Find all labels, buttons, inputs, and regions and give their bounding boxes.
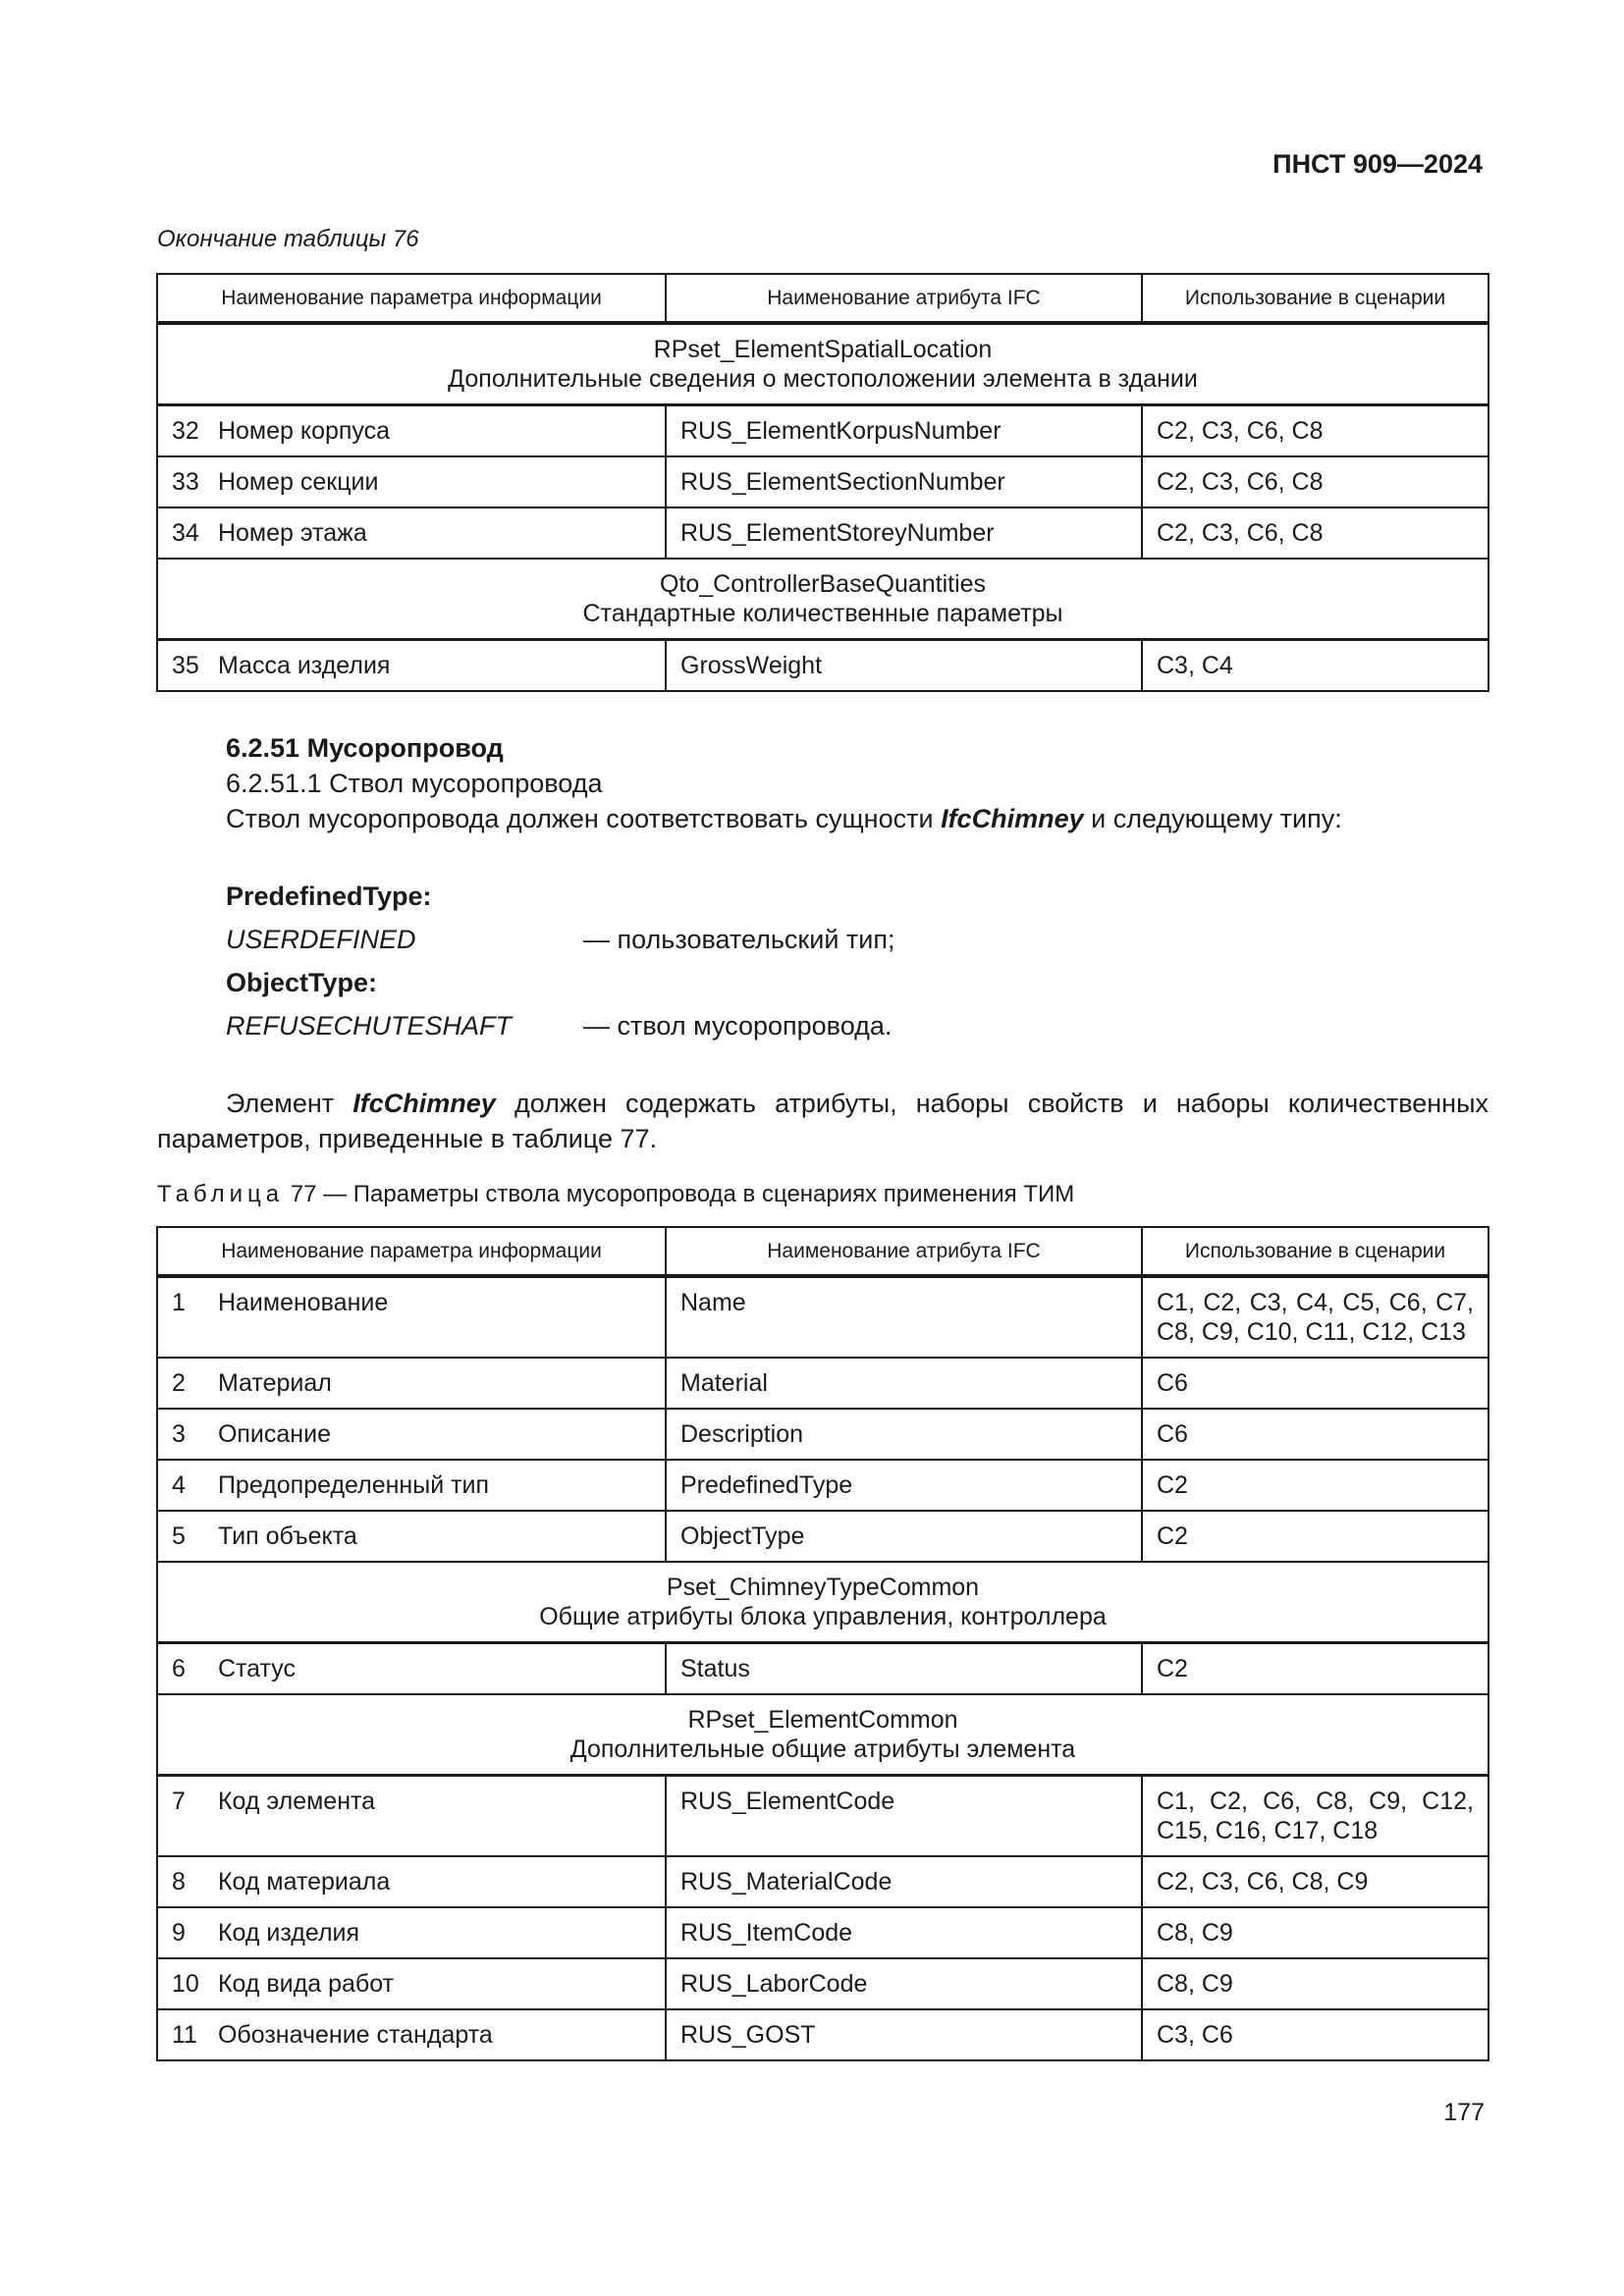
page-number: 177 [1443, 2099, 1485, 2126]
subsection-heading: 6.2.51.1 Ствол мусоропровода [226, 769, 603, 798]
attr-cell: RUS_GOST [666, 2009, 1142, 2060]
table-row [157, 507, 1489, 559]
param-name: Номер корпуса [217, 417, 391, 445]
param-name: Масса изделия [217, 652, 391, 679]
predefined-type-value: USERDEFINED [226, 925, 416, 954]
attr-cell: RUS_ElementKorpusNumber [666, 405, 1142, 457]
usage-cell: C1, C2, C6, C8, C9, C12, C15, C16, C17, C18 [1142, 1776, 1489, 1857]
table-row [157, 1643, 1489, 1695]
predefined-type-desc: — пользовательский тип; [583, 925, 895, 954]
param-cell [157, 1907, 666, 1958]
param-name: Тип объекта [217, 1522, 357, 1550]
usage-cell: C2, C3, C6, C8 [1142, 507, 1489, 559]
usage-cell: C6 [1142, 1409, 1489, 1460]
table-row [157, 1776, 1489, 1857]
attr-cell: Material [666, 1358, 1142, 1409]
group-row [157, 1562, 1489, 1643]
row-number: 9 [172, 1919, 186, 1947]
attr-cell: Status [666, 1643, 1142, 1695]
row-number: 32 [172, 417, 199, 445]
row-number: 35 [172, 652, 199, 679]
attr-cell: Name [666, 1276, 1142, 1358]
param-name: Номер этажа [217, 519, 367, 547]
usage-cell: C8, C9 [1142, 1958, 1489, 2009]
param-cell [157, 1511, 666, 1562]
table-row [157, 1511, 1489, 1562]
param-cell [157, 640, 666, 692]
section-title: Мусоропровод [306, 733, 504, 763]
row-number: 3 [172, 1420, 186, 1448]
object-type-desc: — ствол мусоропровода. [583, 1011, 893, 1041]
para-after: должен содержать атрибуты, наборы свойств и наборы количественных параметров, приведенные в таблице 77. [157, 1089, 1489, 1153]
column-header: Наименование атрибута IFC [666, 1227, 1142, 1276]
table77-caption [157, 1181, 1074, 1208]
param-name: Предопределенный тип [217, 1471, 490, 1499]
param-cell [157, 1856, 666, 1907]
param-cell [157, 1358, 666, 1409]
row-number: 1 [172, 1289, 186, 1316]
table-row [157, 1460, 1489, 1511]
param-name: Наименование [217, 1289, 389, 1316]
table-row [157, 1907, 1489, 1958]
row-number: 33 [172, 468, 199, 496]
param-cell [157, 1643, 666, 1695]
usage-cell: C2, C3, C6, C8, C9 [1142, 1856, 1489, 1907]
group-name: Qto_ControllerBaseQuantities [659, 570, 987, 598]
table-row [157, 1958, 1489, 2009]
param-cell [157, 1460, 666, 1511]
column-header: Использование в сценарии [1142, 274, 1489, 323]
row-number: 11 [172, 2021, 197, 2049]
para-entity: IfcChimney [352, 1089, 496, 1118]
group-description: Дополнительные общие атрибуты элемента [569, 1735, 1076, 1763]
table-row [157, 1409, 1489, 1460]
usage-cell: C3, C4 [1142, 640, 1489, 692]
param-cell [157, 1958, 666, 2009]
group-row [157, 559, 1489, 640]
table-row [157, 2009, 1489, 2060]
caption-text: 77 — Параметры ствола мусоропровода в сценариях применения ТИМ [284, 1181, 1075, 1207]
param-cell [157, 405, 666, 457]
param-cell [157, 1776, 666, 1857]
param-cell [157, 1409, 666, 1460]
attr-cell: RUS_ElementSectionNumber [666, 456, 1142, 507]
section-heading [226, 730, 504, 766]
param-name: Статус [217, 1655, 296, 1682]
column-header: Наименование параметра информации [157, 1227, 666, 1276]
param-name: Обозначение стандарта [217, 2021, 493, 2049]
predefined-type-label: PredefinedType: [226, 881, 432, 911]
table-76 [156, 273, 1489, 692]
group-cell [157, 559, 1489, 640]
para-before: Элемент [226, 1089, 353, 1118]
row-number: 8 [172, 1868, 186, 1896]
usage-cell: C2, C3, C6, C8 [1142, 405, 1489, 457]
caption-label: Таблица [157, 1181, 285, 1207]
table-77 [156, 1226, 1489, 2061]
group-name: Pset_ChimneyTypeCommon [666, 1574, 980, 1601]
attr-cell: Description [666, 1409, 1142, 1460]
usage-cell: C3, C6 [1142, 2009, 1489, 2060]
param-cell [157, 1276, 666, 1358]
group-description: Стандартные количественные параметры [582, 600, 1063, 627]
group-description: Общие атрибуты блока управления, контроллера [539, 1603, 1107, 1630]
object-type-label: ObjectType: [226, 968, 378, 997]
param-name: Код изделия [217, 1919, 360, 1947]
attr-cell: RUS_ElementStoreyNumber [666, 507, 1142, 559]
row-number: 10 [172, 1970, 199, 1998]
row-number: 34 [172, 519, 199, 547]
usage-cell: C2 [1142, 1643, 1489, 1695]
attr-cell: RUS_LaborCode [666, 1958, 1142, 2009]
group-row [157, 323, 1489, 405]
param-name: Код материала [217, 1868, 391, 1896]
table-row [157, 456, 1489, 507]
group-row [157, 1694, 1489, 1776]
column-header: Наименование атрибута IFC [666, 274, 1142, 323]
group-cell [157, 323, 1489, 405]
param-cell [157, 456, 666, 507]
param-name: Код вида работ [217, 1970, 395, 1998]
usage-cell: C2 [1142, 1511, 1489, 1562]
section-number: 6.2.51 [226, 733, 300, 763]
attr-cell: PredefinedType [666, 1460, 1142, 1511]
param-cell [157, 507, 666, 559]
table-row [157, 1856, 1489, 1907]
param-name: Материал [217, 1369, 332, 1397]
usage-cell: C6 [1142, 1358, 1489, 1409]
table-row [157, 405, 1489, 457]
table-row [157, 1276, 1489, 1358]
usage-cell: C2 [1142, 1460, 1489, 1511]
param-name: Описание [217, 1420, 331, 1448]
usage-cell: C8, C9 [1142, 1907, 1489, 1958]
row-number: 4 [172, 1471, 186, 1499]
intro-text [226, 801, 1342, 836]
column-header: Наименование параметра информации [157, 274, 666, 323]
attr-cell: RUS_ElementCode [666, 1776, 1142, 1857]
column-header: Использование в сценарии [1142, 1227, 1489, 1276]
group-description: Дополнительные сведения о местоположении элемента в здании [448, 365, 1198, 393]
table-row [157, 640, 1489, 692]
row-number: 7 [172, 1788, 186, 1815]
row-number: 6 [172, 1655, 186, 1682]
group-cell [157, 1562, 1489, 1643]
row-number: 2 [172, 1369, 186, 1397]
attr-cell: RUS_MaterialCode [666, 1856, 1142, 1907]
attr-cell: RUS_ItemCode [666, 1907, 1142, 1958]
group-cell [157, 1694, 1489, 1776]
group-name: RPset_ElementCommon [687, 1706, 958, 1734]
usage-cell: C2, C3, C6, C8 [1142, 456, 1489, 507]
param-name: Номер секции [217, 468, 379, 496]
object-type-value: REFUSECHUTESHAFT [226, 1011, 513, 1041]
attr-cell: GrossWeight [666, 640, 1142, 692]
table76-caption: Окончание таблицы 76 [157, 226, 419, 252]
param-cell [157, 2009, 666, 2060]
row-number: 5 [172, 1522, 186, 1550]
table-reference-paragraph [157, 1086, 1489, 1156]
intro-before: Ствол мусоропровода должен соответствовать сущности [226, 804, 942, 833]
group-name: RPset_ElementSpatialLocation [653, 336, 993, 363]
usage-cell: C1, C2, C3, C4, C5, C6, C7, C8, C9, C10, C11, C12, C13 [1142, 1276, 1489, 1358]
standard-code: ПНСТ 909—2024 [1272, 149, 1483, 179]
entity-name: IfcChimney [941, 804, 1084, 833]
param-name: Код элемента [217, 1788, 376, 1815]
intro-after: и следующему типу: [1083, 804, 1342, 833]
attr-cell: ObjectType [666, 1511, 1142, 1562]
table-row [157, 1358, 1489, 1409]
